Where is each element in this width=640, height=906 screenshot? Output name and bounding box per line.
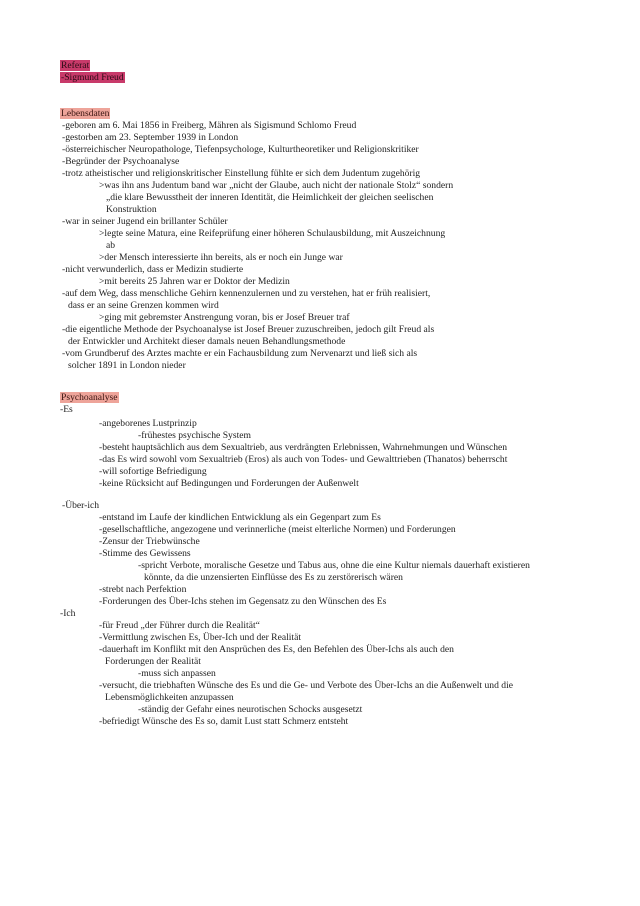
subheading-ich: -Ich <box>60 608 76 619</box>
text-line: -nicht verwunderlich, dass er Medizin studierte <box>62 264 244 275</box>
text-line: „die klare Bewusstheit der inneren Identität, die Heimlichkeit der gleichen seelischen <box>106 192 434 203</box>
section-heading-psychoanalyse: Psychoanalyse <box>61 392 118 403</box>
text-line: >der Mensch interessierte ihn bereits, als er noch ein Junge war <box>99 252 343 263</box>
text-line: Lebensmöglichkeiten anzupassen <box>105 692 234 703</box>
text-line: -vom Grundberuf des Arztes machte er ein Fachausbildung zum Nervenarzt und ließ sich als <box>62 348 418 359</box>
text-line: -österreichischer Neuropathologe, Tiefenpsychologe, Kulturtheoretiker und Religionskritiker <box>62 144 419 155</box>
title-line-1: Referat <box>61 60 90 71</box>
text-line: -geboren am 6. Mai 1856 in Freiberg, Mähren als Sigismund Schlomo Freud <box>62 120 357 131</box>
text-line: -trotz atheistischer und religionskritischer Einstellung fühlte er sich dem Judentum zugehörig <box>62 168 421 179</box>
text-line: -dauerhaft im Konflikt mit den Ansprüchen des Es, den Befehlen des Über-Ichs als auch den <box>99 644 454 655</box>
title-line-2: -Sigmund Freud <box>61 72 124 83</box>
text-line: >ging mit gebremster Anstrengung voran, bis er Josef Breuer traf <box>99 312 350 323</box>
text-line: -für Freud „der Führer durch die Realität“ <box>99 620 260 631</box>
text-line: -war in seiner Jugend ein brillanter Schüler <box>62 216 228 227</box>
text-line: dass er an seine Grenzen kommen wird <box>68 300 219 311</box>
text-line: -will sofortige Befriedigung <box>99 466 207 477</box>
text-line: solcher 1891 in London nieder <box>68 360 186 371</box>
text-line: könnte, da die unzensierten Einflüsse des Es zu zerstörerisch wären <box>144 572 403 583</box>
text-line: -auf dem Weg, dass menschliche Gehirn kennenzulernen und zu verstehen, hat er früh realisiert, <box>62 288 431 299</box>
text-line: -strebt nach Perfektion <box>99 584 187 595</box>
text-line: >was ihn ans Judentum band war „nicht der Glaube, auch nicht der nationale Stolz“ sondern <box>99 180 454 191</box>
text-line: Konstruktion <box>106 204 157 215</box>
text-line: -die eigentliche Methode der Psychoanalyse ist Josef Breuer zuzuschreiben, jedoch gilt Freud als <box>62 324 435 335</box>
text-line: -Stimme des Gewissens <box>99 548 191 559</box>
text-line: -versucht, die triebhaften Wünsche des Es und die Ge- und Verbote des Über-Ichs an die Außenwelt und die <box>99 680 513 691</box>
text-line: -befriedigt Wünsche des Es so, damit Lust statt Schmerz entsteht <box>99 716 349 727</box>
text-line: -gestorben am 23. September 1939 in London <box>62 132 239 143</box>
text-line: -Forderungen des Über-Ichs stehen im Gegensatz zu den Wünschen des Es <box>99 596 387 607</box>
text-line: -spricht Verbote, moralische Gesetze und Tabus aus, ohne die eine Kultur niemals dauerhaft existieren <box>138 560 530 571</box>
subheading-es: -Es <box>60 404 73 415</box>
text-line: -gesellschaftliche, angezogene und verinnerliche (meist elterliche Normen) und Forderungen <box>99 524 456 535</box>
text-line: >mit bereits 25 Jahren war er Doktor der Medizin <box>99 276 290 287</box>
text-line: -frühestes psychische System <box>138 430 251 441</box>
text-line: -Begründer der Psychoanalyse <box>62 156 180 167</box>
text-line: -das Es wird sowohl vom Sexualtrieb (Eros) als auch von Todes- und Gewalttrieben (Thanatos) beherrscht <box>99 454 508 465</box>
text-line: -Vermittlung zwischen Es, Über-Ich und der Realität <box>99 632 302 643</box>
section-heading-lebensdaten: Lebensdaten <box>61 108 110 119</box>
text-line: ab <box>106 240 116 251</box>
text-line: -muss sich anpassen <box>138 668 216 679</box>
text-line: -angeborenes Lustprinzip <box>99 418 197 429</box>
text-line: >legte seine Matura, eine Reifeprüfung einer höheren Schulausbildung, mit Auszeichnung <box>99 228 446 239</box>
subheading-ueber-ich: -Über-ich <box>62 500 100 511</box>
text-line: -entstand im Laufe der kindlichen Entwicklung als ein Gegenpart zum Es <box>99 512 381 523</box>
text-line: Forderungen der Realität <box>105 656 201 667</box>
text-line: -besteht hauptsächlich aus dem Sexualtrieb, aus verdrängten Erlebnissen, Wahrnehmungen und Wünschen <box>99 442 508 453</box>
text-line: -ständig der Gefahr eines neurotischen Schocks ausgesetzt <box>138 704 363 715</box>
text-line: der Entwickler und Architekt dieser damals neuen Behandlungsmethode <box>68 336 346 347</box>
text-line: -Zensur der Triebwünsche <box>99 536 200 547</box>
text-line: -keine Rücksicht auf Bedingungen und Forderungen der Außenwelt <box>99 478 359 489</box>
